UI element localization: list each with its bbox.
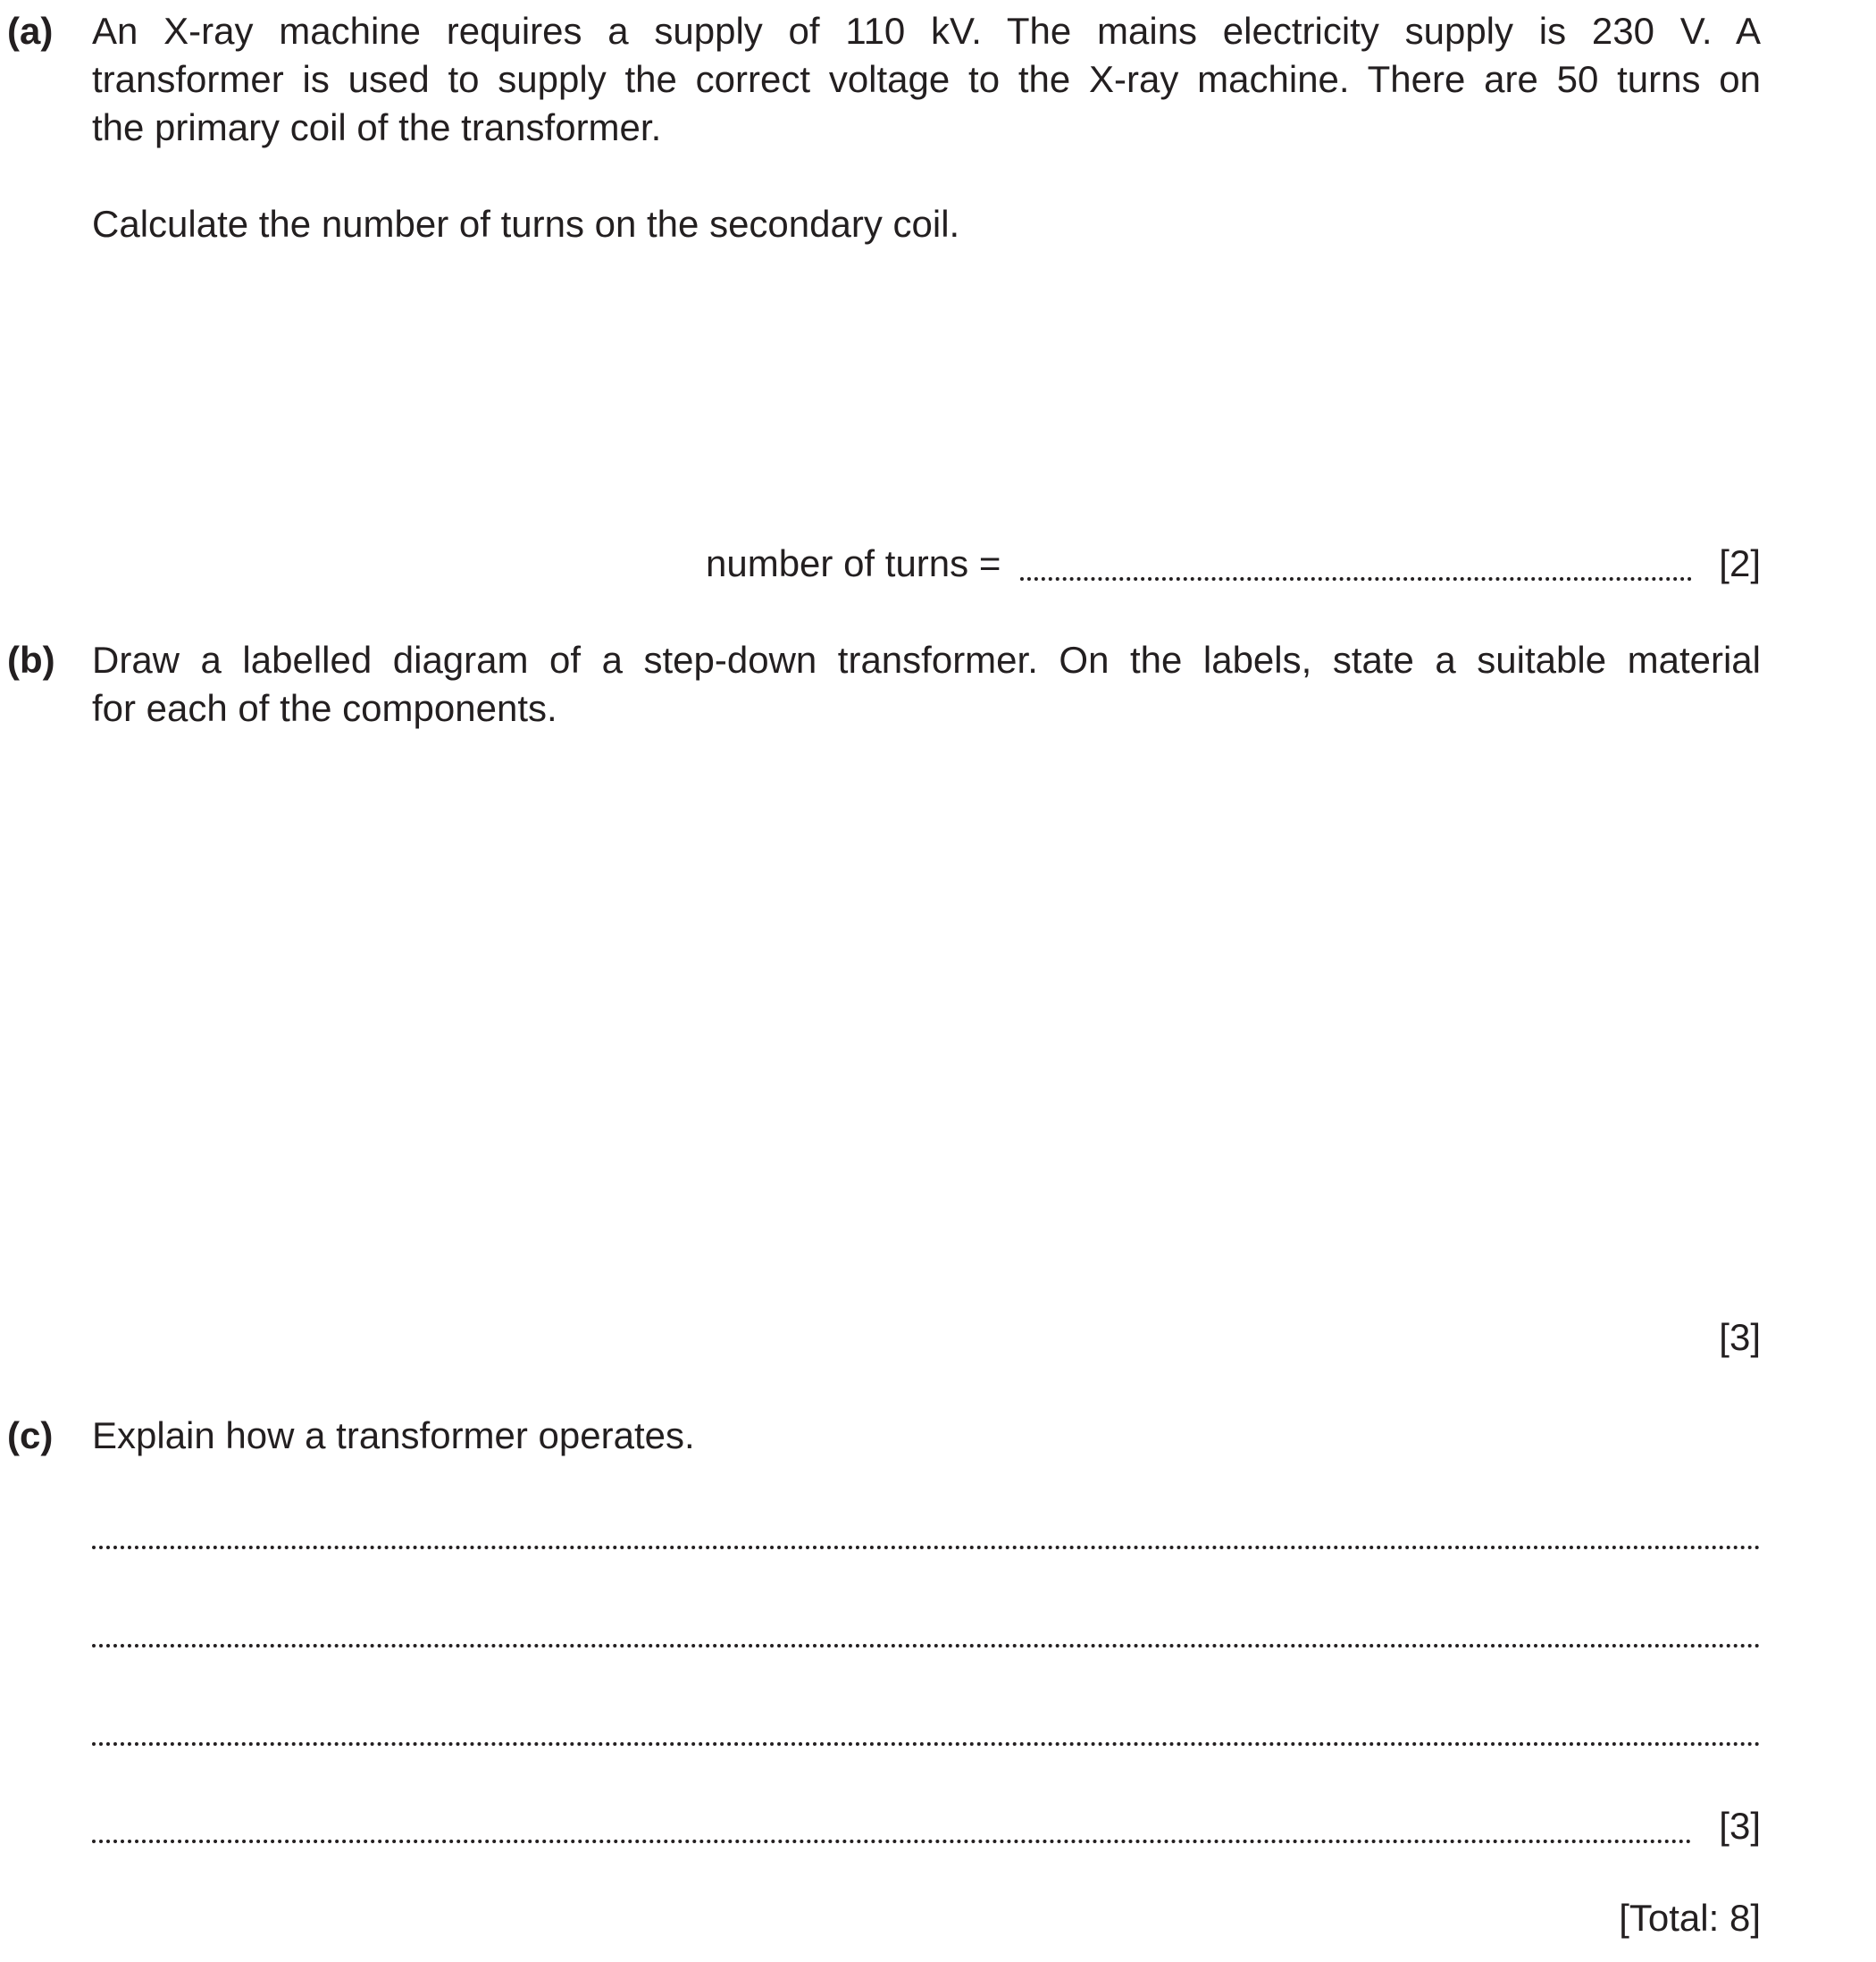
part-a-working-space[interactable] [92,259,1761,527]
part-b-marks: [3] [1719,1316,1761,1358]
answer-line-row [92,1802,1761,1850]
part-c-marks: [3] [1719,1805,1761,1847]
part-a-answer-row [706,540,1761,588]
answer-line-row [92,1508,1761,1556]
part-a-marks: [2] [1719,542,1761,584]
part-a-line-3: the primary coil of the transformer. [92,106,662,148]
part-b-label: (b) [7,639,55,681]
answer-line[interactable] [92,1644,1761,1648]
total-marks: [Total: 8] [1619,1897,1761,1939]
answer-line[interactable] [1020,577,1692,581]
part-a-line-2: transformer is used to supply the correct voltage to the X-ray machine. There are 50 turns on [92,58,1761,100]
answer-label: number of turns = [706,542,1001,584]
answer-line-row [92,1705,1761,1753]
part-a-line-1: An X-ray machine requires a supply of 110 kV. The mains electricity supply is 230 V. A [92,10,1761,52]
answer-line[interactable] [92,1840,1692,1843]
part-a-label: (a) [7,10,54,52]
answer-line[interactable] [92,1546,1761,1549]
part-c-question: Explain how a transformer operates. [92,1414,695,1456]
part-b-line-2: for each of the components. [92,687,557,729]
diagram-drawing-area[interactable] [92,750,1761,1304]
part-c-label: (c) [7,1414,54,1456]
answer-line[interactable] [92,1742,1761,1746]
part-b-line-1: Draw a labelled diagram of a step-down transformer. On the labels, state a suitable material [92,639,1761,681]
answer-line-row [92,1606,1761,1655]
part-a-instruction: Calculate the number of turns on the secondary coil. [92,203,960,245]
